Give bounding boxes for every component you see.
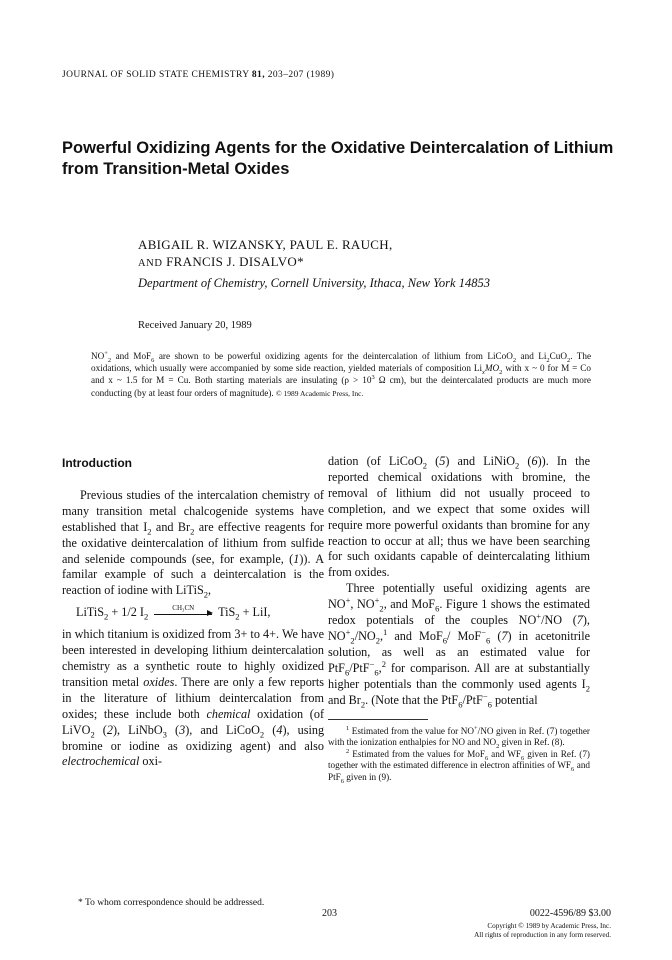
abstract-copyright: © 1989 Academic Press, Inc.: [275, 388, 364, 398]
received-date: Received January 20, 1989: [138, 320, 252, 331]
paper-title: Powerful Oxidizing Agents for the Oxidative Deintercalation of Lithium from Transition-Metal Oxides: [62, 139, 614, 178]
equation: LiTiS$_2$ + 1/2 $I_2$ CH₃CN TiS$_2$ + LiI,: [76, 603, 271, 622]
paragraph: in which titanium is oxidized from 3+ to 4+. We have been interested in developing lithium deintercalation chemistry as a synthetic route to highly oxidized transition metal oxides. There are only a few reports in the literature of lithium deintercalation from oxides; these include both chemical oxidation (of LiVO$_2$ (2), LiNbO$_3$ (3), and LiCoO$_2$ (4), using bromine or iodine as oxidizing agent) and also electrochemical oxi-: [62, 627, 325, 769]
abstract: $NO^+_2$ and MoF$_6$ are shown to be powerful oxidizing agents for the deintercalation of lithium from LiCoO$_2$ and $Li_2CuO_2$. The oxidations, which usually were accompanied by some side reaction, yielded materials of composition $Li_xMO_2$ with x ~ 0 for M = Co and x ~ 1.5 for M = Cu. Both starting materials are insulating ($\rho > 10^3$ Ω cm), but the deintercalated products are much more conducting (by at least four orders of magnitude). © 1989 Academic Press, Inc.: [91, 349, 592, 398]
section-heading: Introduction: [62, 456, 132, 470]
paragraph: Three potentially useful oxidizing agents are NO+, $NO^+_2$, and MoF$_6$. Figure 1 shows the estimated redox potentials of the couples NO+/NO (7), $NO^+_2/NO_2,^1$ and MoF$_6$/ MoF−$_6$ (7) in acetonitrile solution, as well as an estimated value for PtF$_6$/PtF−$_6$,$^2$ for comparison. All are at substantially higher potentials than the commonly used agents $I_2$ and $Br_2$. (Note that the PtF$_6$/PtF−$_6$ potential: [328, 581, 591, 710]
left-column: [62, 454, 324, 770]
right-column: [328, 454, 590, 783]
footnote-2: $^2$ Estimated from the values for MoF$_6$ and $WF_6$ given in Ref. (7) together with the estimated difference in electron affinities of $WF_6$ and PtF$_6$ given in (9).: [328, 747, 591, 785]
footnote-rule: [328, 719, 428, 720]
affiliation: Department of Chemistry, Cornell University, Ithaca, New York 14853: [138, 276, 490, 290]
footnote-1: $^1$ Estimated from the value for NO+/NO given in Ref. (7) together with the ionization enthalpies for NO and $NO_2$ given in Ref. (8).: [328, 724, 590, 750]
authors: ABIGAIL R. WIZANSKY, PAUL E. RAUCH, AND FRANCIS J. DISALVO*: [138, 237, 393, 269]
issn-price: 0022-4596/89 $3.00: [529, 908, 611, 919]
page-number: 203: [322, 908, 337, 919]
correspondence-note: * To whom correspondence should be addressed.: [78, 898, 265, 908]
reaction-arrow: CH₃CN: [154, 612, 212, 615]
paragraph: Previous studies of the intercalation chemistry of many transition metal chalcogenide systems have established that $I_2$ and $Br_2$ are effective reagents for the oxidative deintercalation of lithium from sulfide and selenide compounds (see, for example, (1)). A familar example of such a deintercalation is the reaction of iodine with LiTiS$_2$,: [62, 487, 324, 600]
paragraph: dation (of LiCoO$_2$ (5) and LiNiO$_2$ (6)). In the reported chemical oxidations with bromine, the removal of lithium did not usually proceed to completion, and we expect that some oxides will require more powerful oxidants than bromine for any reaction to occur at all; thus we have been searching for such oxidants capable of deintercalating lithium from oxides.: [328, 454, 591, 580]
copyright-notice: Copyright © 1989 by Academic Press, Inc. All rights of reproduction in any form reserved.: [474, 922, 611, 940]
journal-header: JOURNAL OF SOLID STATE CHEMISTRY 81, 203–207 (1989): [62, 70, 335, 80]
